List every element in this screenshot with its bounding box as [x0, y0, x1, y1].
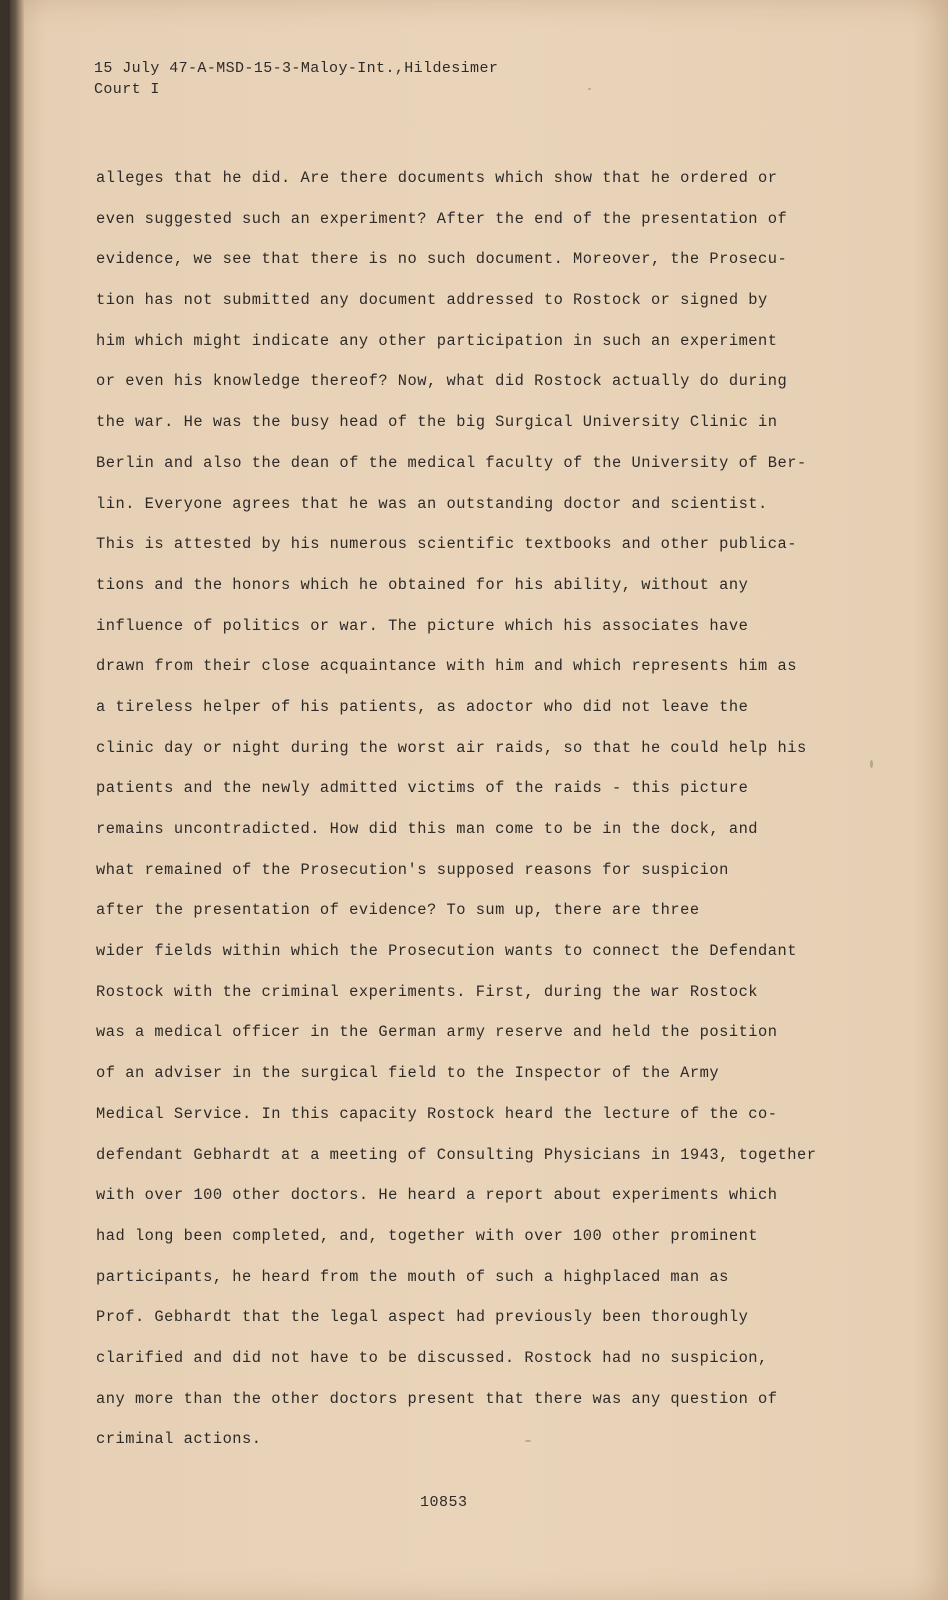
text-line: him which might indicate any other participation in such an experiment — [96, 331, 778, 350]
text-line: of an adviser in the surgical field to the Inspector of the Army — [96, 1064, 720, 1083]
page-edge — [10, 0, 24, 1600]
text-line: drawn from their close acquaintance with him and which represents him as — [96, 657, 797, 676]
paper-speck — [870, 760, 873, 768]
text-line: even suggested such an experiment? After the end of the presentation of — [96, 209, 788, 228]
document-page — [10, 0, 948, 1600]
text-line: wider fields within which the Prosecution wants to connect the Defendant — [96, 942, 797, 961]
text-line: tions and the honors which he obtained for his ability, without any — [96, 575, 749, 594]
text-line: Rostock with the criminal experiments. First, during the war Rostock — [96, 982, 759, 1001]
text-line: after the presentation of evidence? To sum up, there are three — [96, 901, 700, 920]
text-line: defendant Gebhardt at a meeting of Consulting Physicians in 1943, together — [96, 1145, 817, 1164]
text-line: the war. He was the busy head of the big Surgical University Clinic in — [96, 413, 778, 432]
page-number: 10853 — [420, 1494, 468, 1511]
text-line: what remained of the Prosecution's supposed reasons for suspicion — [96, 860, 729, 879]
text-line: any more than the other doctors present that there was any question of — [96, 1389, 778, 1408]
text-line: Prof. Gebhardt that the legal aspect had previously been thoroughly — [96, 1308, 749, 1327]
text-line: clarified and did not have to be discussed. Rostock had no suspicion, — [96, 1348, 768, 1367]
text-line: influence of politics or war. The picture which his associates have — [96, 616, 749, 635]
header-line-2: Court I — [94, 81, 160, 98]
text-line: or even his knowledge thereof? Now, what did Rostock actually do during — [96, 372, 788, 391]
text-line: with over 100 other doctors. He heard a report about experiments which — [96, 1186, 778, 1205]
document-header — [94, 58, 498, 100]
text-line: participants, he heard from the mouth of such a highplaced man as — [96, 1267, 729, 1286]
text-line: alleges that he did. Are there documents which show that he ordered or — [96, 169, 778, 187]
text-line: criminal actions. — [96, 1430, 262, 1449]
text-line: remains uncontradicted. How did this man come to be in the dock, and — [96, 820, 759, 838]
text-line: Berlin and also the dean of the medical faculty of the University of Ber- — [96, 453, 807, 472]
text-line: clinic day or night during the worst air raids, so that he could help his — [96, 738, 807, 757]
text-line: a tireless helper of his patients, as adoctor who did not leave the — [96, 697, 749, 716]
body-text — [96, 158, 876, 1460]
text-line: Medical Service. In this capacity Rostock heard the lecture of the co- — [96, 1104, 778, 1123]
text-line: evidence, we see that there is no such document. Moreover, the Prosecu- — [96, 250, 788, 269]
text-line: patients and the newly admitted victims of the raids - this picture — [96, 779, 749, 798]
text-line: This is attested by his numerous scientific textbooks and other publica- — [96, 535, 797, 554]
text-line: lin. Everyone agrees that he was an outstanding doctor and scientist. — [96, 494, 768, 513]
paper-speck — [525, 1440, 531, 1442]
text-line: was a medical officer in the German army reserve and held the position — [96, 1023, 778, 1042]
text-line: had long been completed, and, together with over 100 other prominent — [96, 1226, 759, 1245]
paper-speck — [588, 88, 591, 90]
text-line: tion has not submitted any document addressed to Rostock or signed by — [96, 291, 768, 310]
header-line-1: 15 July 47-A-MSD-15-3-Maloy-Int.,Hildesimer — [94, 60, 499, 77]
